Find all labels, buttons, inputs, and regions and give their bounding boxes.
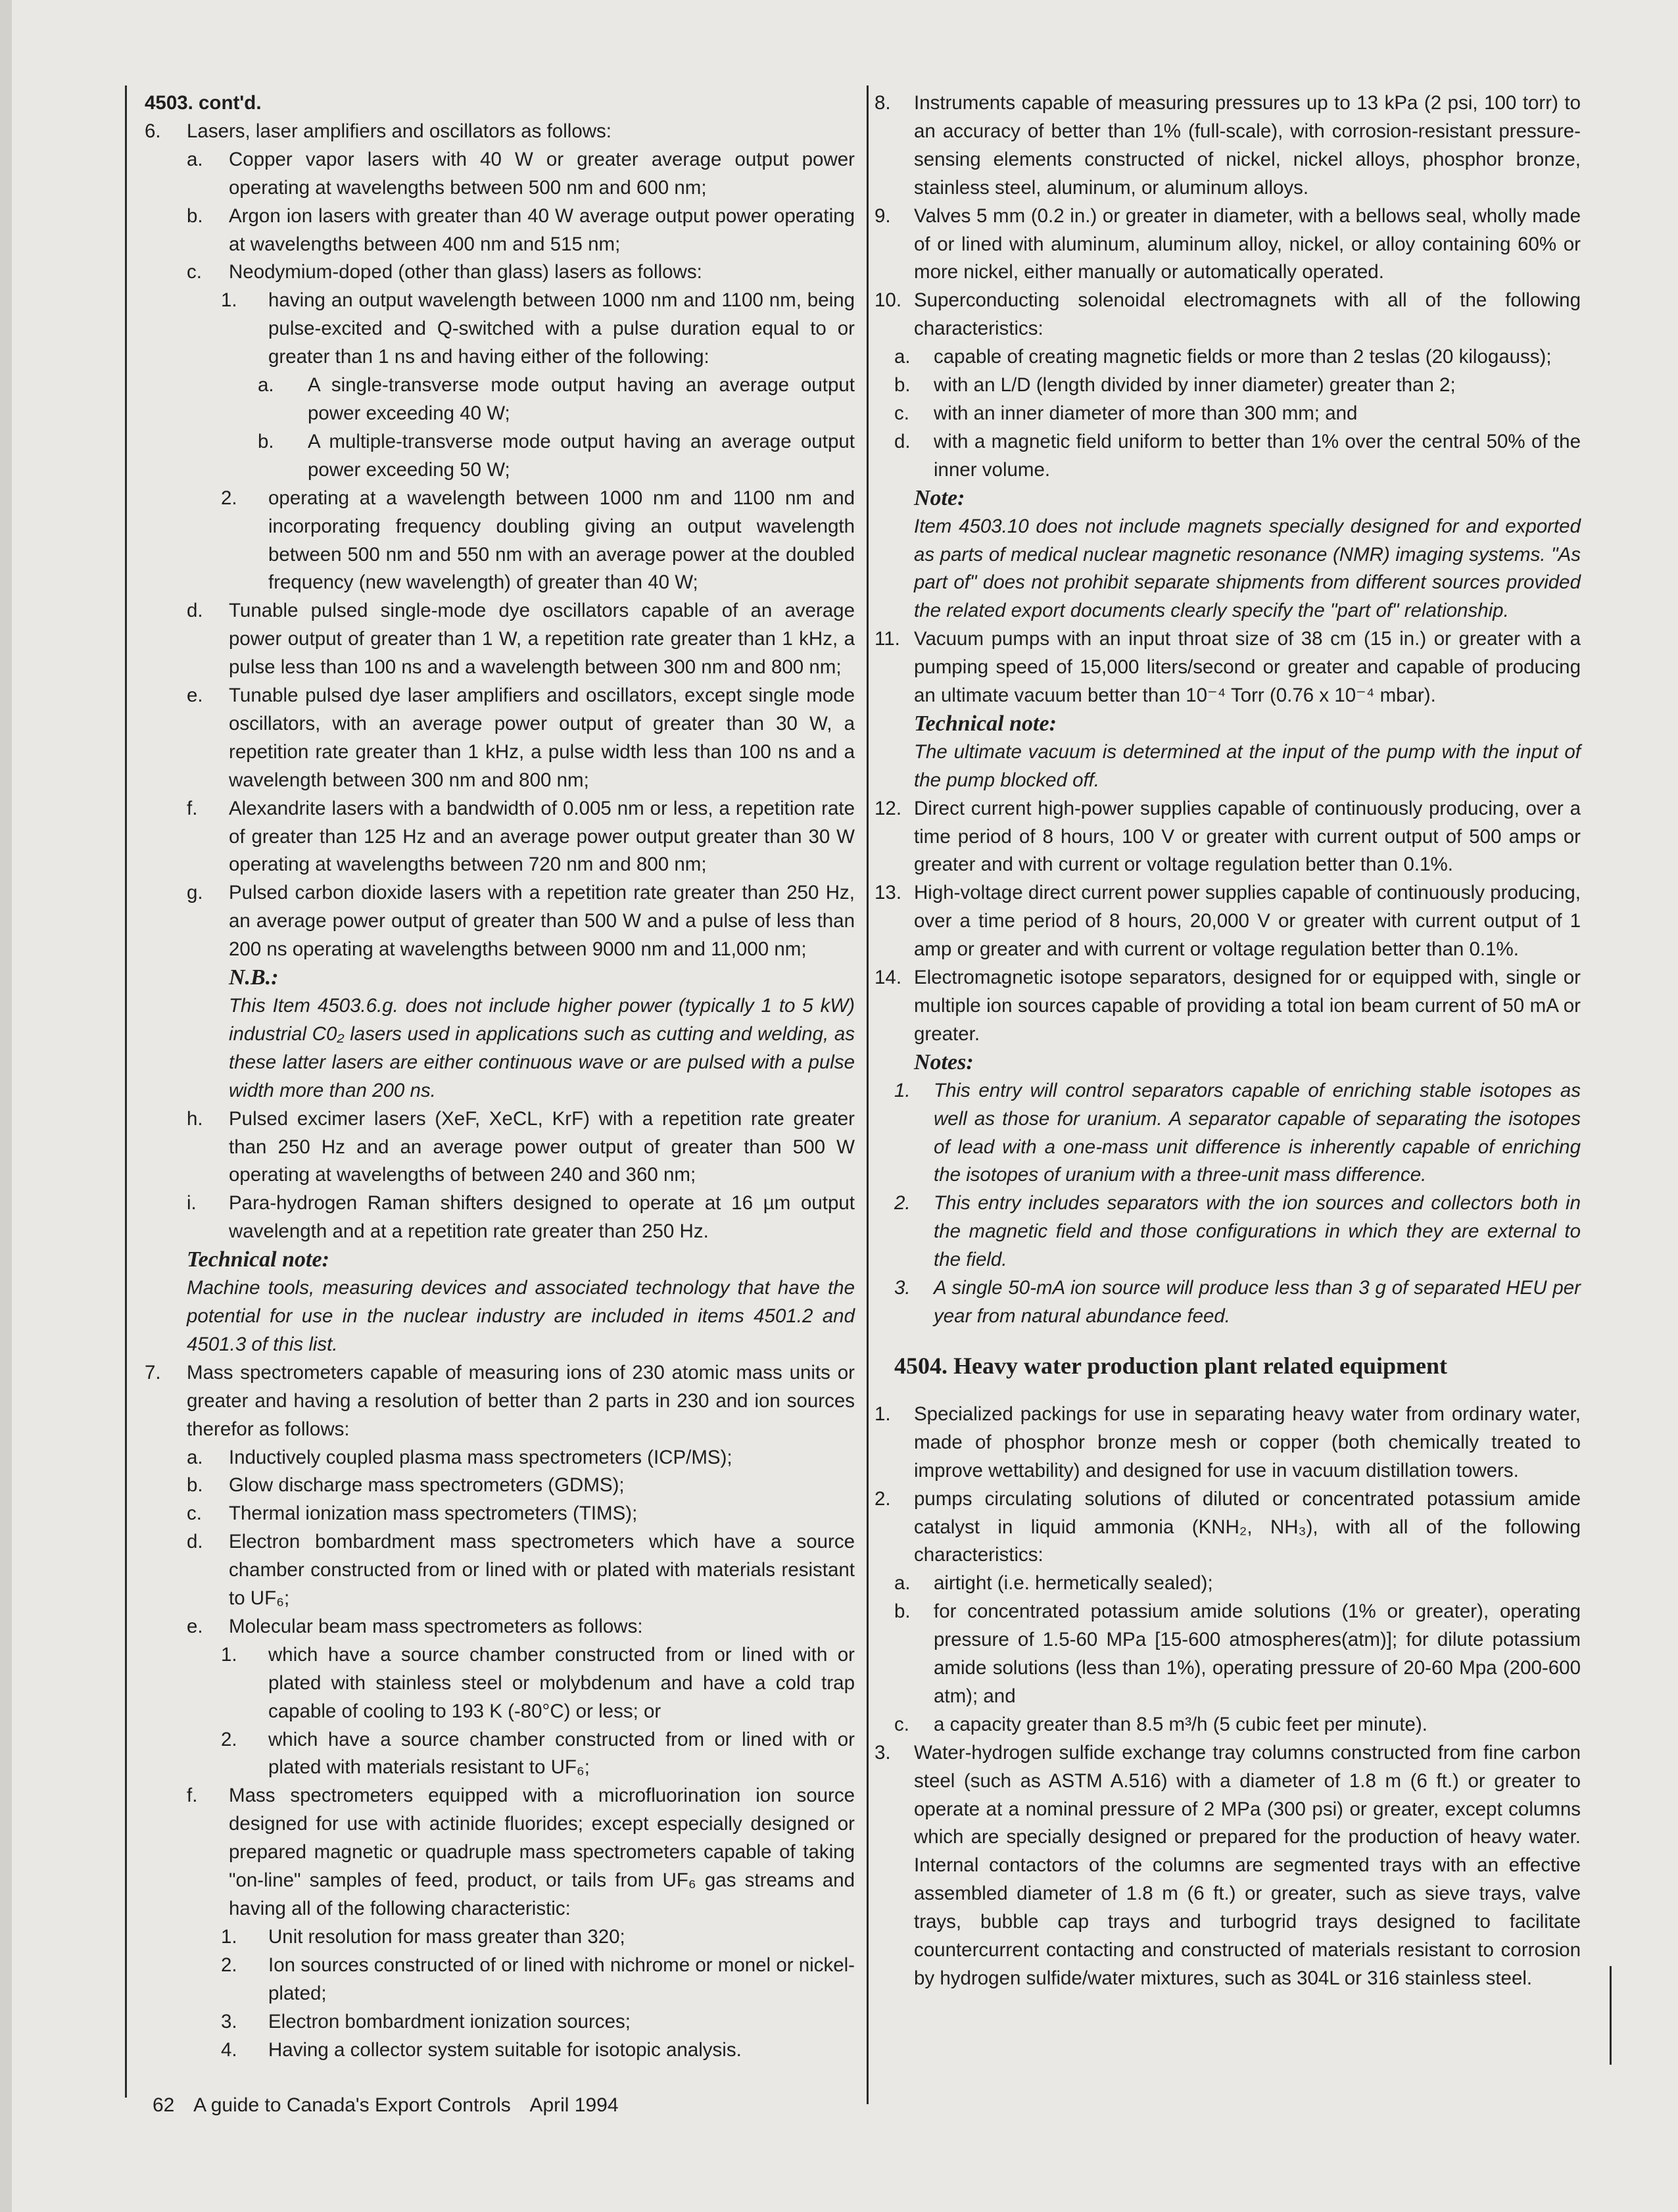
item-text: Electron bombardment mass spectrometers which have a source chamber constructed from or lined with or plated with materials resistant to UF₆; xyxy=(229,1531,855,1610)
list-item xyxy=(132,203,855,259)
item-marker: 13. xyxy=(875,882,902,904)
item-marker: 1. xyxy=(221,1643,237,1666)
list-item xyxy=(875,428,1581,485)
item-text: Water-hydrogen sulfide exchange tray columns constructed from fine carbon steel (such as ASTM A.516) with a diameter of 1.8 m (6 ft.) or greater to operate at a nominal pressure of 2 MPa (300 psi) or greater, except columns which are specially designed or prepared for the production of heavy water. Internal contactors of the columns are segmented trays with an effective assembled diameter of 1.8 m (6 ft.) or greater, such as sieve trays, valve trays, bubble cap trays and turbogrid trays designed to facilitate countercurrent contacting and constructed of materials resistant to corrosion by hydrogen sulfide/water mixtures, such as 304L or 316 stainless steel. xyxy=(914,1741,1581,1989)
item-text: with an L/D (length divided by inner diameter) greater than 2; xyxy=(934,374,1456,397)
list-item xyxy=(132,879,855,964)
item-text: with an inner diameter of more than 300 mm; and xyxy=(934,402,1358,424)
item-marker: a. xyxy=(187,148,203,170)
list-item xyxy=(132,1952,855,2008)
list-item xyxy=(132,1613,855,1641)
note-heading xyxy=(132,964,855,992)
item-text: Technical note: xyxy=(187,1247,329,1272)
item-marker: d. xyxy=(187,1531,203,1553)
item-text: having an output wavelength between 1000 nm and 1100 nm, being pulse-excited and Q-switched with a pulse duration equal to or greater than 1 ns and having either of the following: xyxy=(268,289,855,368)
note-text xyxy=(875,513,1581,626)
list-item xyxy=(132,258,855,287)
item-marker: f. xyxy=(187,797,198,819)
item-text: A multiple-transverse mode output having an average output power exceeding 50 W; xyxy=(308,430,855,481)
item-text: operating at a wavelength between 1000 nm and 1100 nm and incorporating frequency doubling giving an output wavelength between 500 nm and 550 nm with an average power at the doubled frequency (new wavelength) of greater than 40 W; xyxy=(268,487,855,594)
page-number: 62 xyxy=(153,2094,175,2116)
item-marker: b. xyxy=(187,1474,203,1497)
publication-date: April 1994 xyxy=(529,2094,619,2116)
item-marker: 2. xyxy=(221,1728,237,1750)
item-text: This Item 4503.6.g. does not include higher power (typically 1 to 5 kW) industrial C0₂ lasers used in applications such as cutting and welding, as these latter lasers are either continuous wave or are pulsed with a pulse width more than 200 ns. xyxy=(229,995,855,1101)
item-marker: e. xyxy=(187,685,203,707)
item-text: Mass spectrometers equipped with a microfluorination ion source designed for use with actinide fluorides; except especially designed or prepared magnetic or quadruple mass spectrometers capable of taking "on-line" samples of feed, product, or tails from UF₆ gas streams and having all of the following characteristic: xyxy=(229,1785,855,1919)
item-text: A single-transverse mode output having an average output power exceeding 40 W; xyxy=(308,374,855,424)
item-text: Specialized packings for use in separating heavy water from ordinary water, made of phosphor bronze mesh or copper (both chemically treated to improve wettability) and designed for use in vacuum distillation towers. xyxy=(914,1403,1581,1481)
item-text: Having a collector system suitable for isotopic analysis. xyxy=(268,2038,742,2061)
right-margin-rule xyxy=(1610,1966,1612,2065)
note-text xyxy=(875,1190,1581,1274)
list-item xyxy=(875,1401,1581,1485)
item-text: Item 4503.10 does not include magnets specially designed for and exported as parts of medical nuclear magnetic resonance (NMR) imaging systems. "As part of" does not prohibit separate shipments from different sources provided the related export documents clearly specify the "part of" relationship. xyxy=(914,515,1581,622)
item-text: Lasers, laser amplifiers and oscillators as follows: xyxy=(187,120,611,142)
item-marker: 1. xyxy=(221,1925,237,1948)
item-marker: 2. xyxy=(221,1954,237,1976)
note-text xyxy=(875,1077,1581,1190)
item-marker: 11. xyxy=(875,628,900,650)
item-marker: a. xyxy=(258,374,274,397)
publication-title: A guide to Canada's Export Controls xyxy=(193,2094,511,2116)
item-text: Mass spectrometers capable of measuring ions of 230 atomic mass units or greater and having a resolution of better than 2 parts in 230 and ion sources therefor as follows: xyxy=(187,1361,855,1440)
list-item xyxy=(875,964,1581,1049)
item-marker: b. xyxy=(894,374,911,397)
list-item xyxy=(132,1190,855,1246)
item-text: Superconducting solenoidal electromagnets with all of the following characteristics: xyxy=(914,289,1581,340)
list-item xyxy=(875,625,1581,710)
item-text: for concentrated potassium amide solutions (1% or greater), operating pressure of 1.5-60 MPa [15-600 atmospheres(atm)]; for dilute potassium amide solutions (less than 1%), operating pressure of 20-60 Mpa (200-600 atm); and xyxy=(934,1600,1581,1707)
list-item xyxy=(132,1105,855,1190)
list-item xyxy=(132,118,855,146)
item-text: Tunable pulsed dye laser amplifiers and oscillators, except single mode oscillators, with an average power output of greater than 30 W, a repetition rate greater than 1 kHz, a pulse width less than 100 ns and a wavelength between 300 nm and 800 nm; xyxy=(229,685,855,791)
item-text: Alexandrite lasers with a bandwidth of 0.005 nm or less, a repetition rate of greater than 125 Hz and an average power output greater than 30 W operating at wavelengths between 720 nm and 800 nm; xyxy=(229,797,855,876)
list-item xyxy=(132,485,855,598)
item-marker: f. xyxy=(187,1785,198,1807)
list-item xyxy=(875,372,1581,400)
item-text: Valves 5 mm (0.2 in.) or greater in diameter, with a bellows seal, wholly made of or lined with aluminum, aluminum alloy, nickel, or alloy containing 60% or more nickel, either manually or automatically operated. xyxy=(914,204,1581,283)
item-text: High-voltage direct current power supplies capable of continuously producing, over a time period of 8 hours, 20,000 V or greater with current output of 1 amp or greater and with current or voltage regulation better than 0.1%. xyxy=(914,882,1581,961)
item-marker: b. xyxy=(258,430,274,452)
list-item xyxy=(875,203,1581,287)
item-text: Pulsed excimer lasers (XeF, XeCL, KrF) with a repetition rate greater than 250 Hz and an average power output of greater than 500 W operating at wavelengths of between 240 and 360 nm; xyxy=(229,1107,855,1186)
item-text: A single 50-mA ion source will produce less than 3 g of separated HEU per year from natural abundance feed. xyxy=(934,1277,1581,1327)
item-text: Glow discharge mass spectrometers (GDMS); xyxy=(229,1474,625,1497)
left-column xyxy=(132,89,855,2064)
item-marker: 2. xyxy=(894,1192,911,1214)
item-marker: h. xyxy=(187,1107,203,1130)
item-text: Electromagnetic isotope separators, designed for or equipped with, single or multiple ion sources capable of providing a total ion beam current of 50 mA or greater. xyxy=(914,967,1581,1045)
item-marker: 6. xyxy=(145,120,161,142)
continued-header: 4503. cont'd. xyxy=(145,92,262,114)
list-item xyxy=(132,1923,855,1952)
list-item xyxy=(132,682,855,795)
list-item xyxy=(875,879,1581,964)
right-column-items xyxy=(875,89,1581,1331)
list-item xyxy=(132,372,855,428)
list-item xyxy=(132,287,855,372)
item-marker: 9. xyxy=(875,204,891,227)
list-item xyxy=(875,89,1581,203)
item-text: The ultimate vacuum is determined at the input of the pump with the input of the pump blocked off. xyxy=(914,740,1581,791)
scan-edge xyxy=(0,0,12,2212)
item-marker: 14. xyxy=(875,967,902,989)
list-item xyxy=(132,1359,855,1444)
item-text: Instruments capable of measuring pressures up to 13 kPa (2 psi, 100 torr) to an accuracy of better than 1% (full-scale), with corrosion-resistant pressure-sensing elements constructed of nickel, nickel alloys, phosphor bronze, stainless steel, aluminum, or aluminum alloys. xyxy=(914,92,1581,199)
item-text: Note: xyxy=(914,485,965,510)
item-marker: c. xyxy=(187,1503,202,1525)
item-text: Tunable pulsed single-mode dye oscillators capable of an average power output of greater than 1 W, a repetition rate greater than 1 kHz, a pulse less than 100 ns and a wavelength between 300 nm and 800 nm; xyxy=(229,600,855,679)
item-marker: e. xyxy=(187,1615,203,1637)
item-marker: 1. xyxy=(894,1079,911,1101)
item-text: Electron bombardment ionization sources; xyxy=(268,2010,631,2032)
item-text: Notes: xyxy=(914,1049,974,1074)
list-item xyxy=(875,1570,1581,1598)
item-marker: 7. xyxy=(145,1361,161,1383)
item-marker: 3. xyxy=(894,1277,911,1299)
list-item xyxy=(132,795,855,880)
section-heading-4504: 4504. Heavy water production plant related equipment xyxy=(894,1352,1448,1379)
right-column xyxy=(875,89,1581,1993)
item-marker: i. xyxy=(187,1192,197,1214)
item-text: airtight (i.e. hermetically sealed); xyxy=(934,1572,1213,1595)
item-marker: d. xyxy=(894,430,911,452)
item-text: N.B.: xyxy=(229,965,279,990)
item-text: This entry will control separators capable of enriching stable isotopes as well as those for uranium. A separator capable of separating the isotopes of lead with a one-mass unit difference is inherently capable of enriching the isotopes of uranium with a three-unit mass difference. xyxy=(934,1079,1581,1186)
item-text: Para-hydrogen Raman shifters designed to operate at 16 µm output wavelength and at a repetition rate greater than 250 Hz. xyxy=(229,1192,855,1243)
item-marker: 2. xyxy=(221,487,237,509)
item-marker: c. xyxy=(894,1713,909,1735)
list-item xyxy=(875,1711,1581,1739)
note-text xyxy=(875,1274,1581,1331)
item-text: Thermal ionization mass spectrometers (TIMS); xyxy=(229,1503,638,1525)
item-text: Machine tools, measuring devices and associated technology that have the potential for use in the nuclear industry are included in items 4501.2 and 4501.3 of this list. xyxy=(187,1277,855,1355)
list-item xyxy=(875,343,1581,372)
list-item xyxy=(132,1726,855,1783)
item-text: Neodymium-doped (other than glass) lasers as follows: xyxy=(229,261,702,283)
left-margin-rule xyxy=(125,85,127,2098)
item-marker: 3. xyxy=(875,1741,891,1764)
item-marker: c. xyxy=(187,261,202,283)
note-text xyxy=(132,1274,855,1359)
item-text: which have a source chamber constructed from or lined with or plated with stainless steel or molybdenum and have a cold trap capable of cooling to 193 K (-80°C) or less; or xyxy=(268,1643,855,1722)
item-text: Pulsed carbon dioxide lasers with a repetition rate greater than 250 Hz, an average power output of greater than 500 W and a pulse of less than 200 ns operating at wavelengths between 9000 nm and 11,000 nm; xyxy=(229,882,855,961)
note-heading xyxy=(875,485,1581,513)
item-marker: 10. xyxy=(875,289,902,312)
list-item xyxy=(132,146,855,203)
item-marker: a. xyxy=(894,1572,911,1595)
list-item xyxy=(875,1598,1581,1711)
left-column-items xyxy=(132,118,855,2065)
item-text: capable of creating magnetic fields or more than 2 teslas (20 kilogauss); xyxy=(934,346,1552,368)
list-item xyxy=(132,1500,855,1528)
list-item xyxy=(875,1485,1581,1570)
list-item xyxy=(132,2008,855,2036)
list-item xyxy=(875,400,1581,428)
list-item xyxy=(875,287,1581,343)
item-text: Unit resolution for mass greater than 320; xyxy=(268,1925,625,1948)
note-heading xyxy=(132,1246,855,1274)
item-text: which have a source chamber constructed from or lined with or plated with materials resistant to UF₆; xyxy=(268,1728,855,1779)
list-item xyxy=(132,428,855,485)
item-marker: a. xyxy=(187,1446,203,1468)
list-item xyxy=(132,597,855,682)
section-4504-items xyxy=(875,1401,1581,1993)
item-marker: a. xyxy=(894,346,911,368)
item-text: with a magnetic field uniform to better than 1% over the central 50% of the inner volume. xyxy=(934,430,1581,481)
note-text xyxy=(875,738,1581,795)
item-text: a capacity greater than 8.5 m³/h (5 cubic feet per minute). xyxy=(934,1713,1427,1735)
item-marker: 1. xyxy=(875,1403,891,1425)
item-text: This entry includes separators with the ion sources and collectors both in the magnetic field and those configurations in which they are external to the field. xyxy=(934,1192,1581,1271)
item-text: Direct current high-power supplies capable of continuously producing, over a time period of 8 hours, 100 V or greater with current output of 500 amps or greater and with current or voltage regulation better than 0.1%. xyxy=(914,797,1581,876)
list-item xyxy=(875,1739,1581,1993)
item-marker: 8. xyxy=(875,92,891,114)
item-text: Ion sources constructed of or lined with nichrome or monel or nickel-plated; xyxy=(268,1954,855,2004)
list-item xyxy=(875,795,1581,880)
list-item xyxy=(132,2036,855,2065)
list-item xyxy=(132,1641,855,1726)
item-text: Molecular beam mass spectrometers as follows: xyxy=(229,1615,643,1637)
item-marker: g. xyxy=(187,882,203,904)
note-heading xyxy=(875,710,1581,738)
item-text: Vacuum pumps with an input throat size of 38 cm (15 in.) or greater with a pumping speed of 15,000 liters/second or greater and capable of producing an ultimate vacuum better than 10⁻⁴ Torr (0.76 x 10⁻⁴ mbar). xyxy=(914,628,1581,707)
item-marker: d. xyxy=(187,600,203,622)
column-divider-rule xyxy=(867,85,869,2104)
item-text: Argon ion lasers with greater than 40 W average output power operating at wavelengths between 400 nm and 515 nm; xyxy=(229,204,855,255)
note-text xyxy=(132,992,855,1105)
page-footer xyxy=(153,2094,633,2117)
item-marker: 1. xyxy=(221,289,237,312)
item-marker: b. xyxy=(187,204,203,227)
item-marker: 3. xyxy=(221,2010,237,2032)
item-marker: b. xyxy=(894,1600,911,1623)
list-item xyxy=(132,1528,855,1613)
item-marker: 4. xyxy=(221,2038,237,2061)
note-heading xyxy=(875,1049,1581,1077)
item-text: Inductively coupled plasma mass spectrometers (ICP/MS); xyxy=(229,1446,732,1468)
item-text: Copper vapor lasers with 40 W or greater average output power operating at wavelengths between 500 nm and 600 nm; xyxy=(229,148,855,199)
list-item xyxy=(132,1782,855,1923)
list-item xyxy=(132,1472,855,1500)
item-marker: 12. xyxy=(875,797,902,819)
list-item xyxy=(132,1444,855,1472)
item-marker: 2. xyxy=(875,1487,891,1510)
item-text: pumps circulating solutions of diluted or concentrated potassium amide catalyst in liquid ammonia (KNH₂, NH₃), with all of the following characteristics: xyxy=(914,1487,1581,1566)
item-text: Technical note: xyxy=(914,711,1057,736)
item-marker: c. xyxy=(894,402,909,424)
